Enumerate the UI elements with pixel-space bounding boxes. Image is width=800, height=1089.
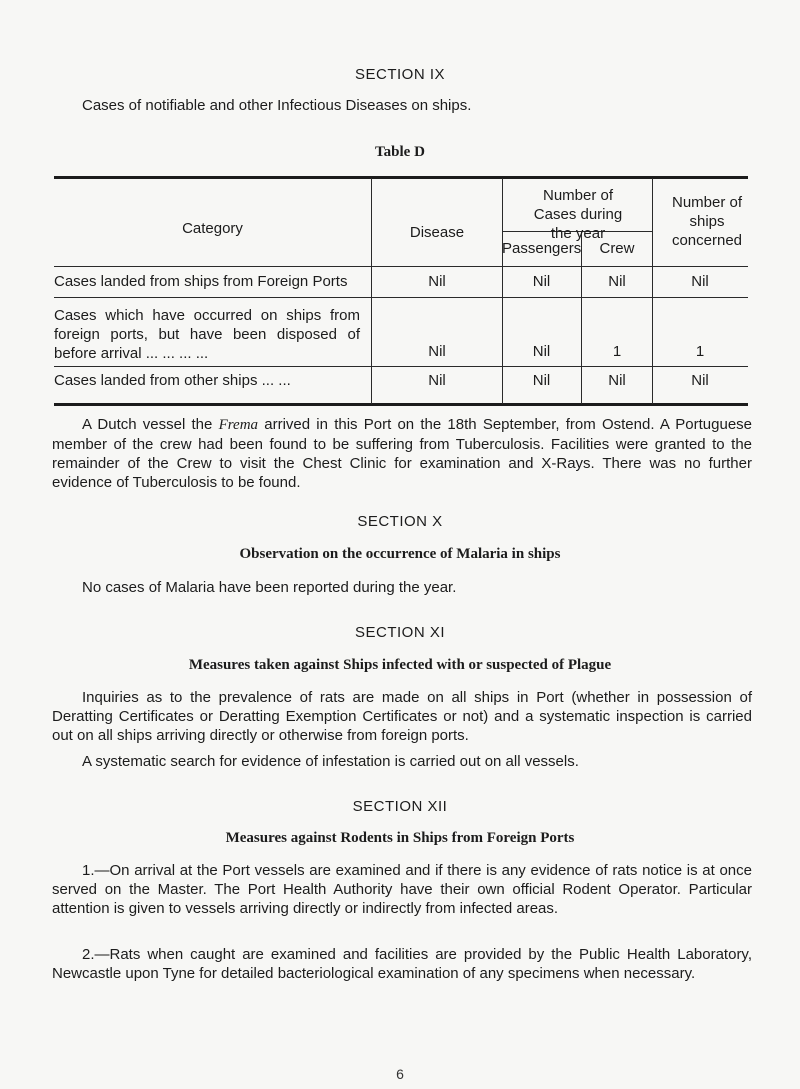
row1-ships: Nil [691,273,709,290]
header-disease: Disease [409,224,465,241]
header-ships-concerned: Number of ships concerned [671,194,743,249]
row2-ships: 1 [695,343,705,360]
table-d [54,176,748,406]
row2-passengers: Nil [532,343,551,360]
col-divider-disease [371,178,372,404]
section-x-subheading: Observation on the occurrence of Malaria in ships [239,546,561,562]
row1-passengers: Nil [532,273,551,290]
col-divider-ships [652,178,653,404]
row3-disease: Nil [428,372,446,389]
section-xii-heading: SECTION XII [352,798,448,815]
table-title: Table D [375,144,425,160]
row3-ships: Nil [691,372,709,389]
row2-bottom-rule [54,366,748,367]
row1-disease: Nil [428,273,446,290]
section-xii-subheading: Measures against Rodents in Ships from Foreign Ports [225,830,575,846]
table-top-rule [54,176,748,179]
section-x-text: No cases of Malaria have been reported during the year. [82,579,457,596]
section-xii-para2: 2.—Rats when caught are examined and facilities are provided by the Public Health Laboratory, Newcastle upon Tyne for detailed bacteriological examination of any specimens when necessary. [52,946,752,982]
section-xi-heading: SECTION XI [354,624,445,641]
section-xi-para1: Inquiries as to the prevalence of rats are made on all ships in Port (whether in possession of Deratting Certificates or Deratting Exemption Certificates or not) and a systematic inspection is carried out on all ships arriving directly or otherwise from foreign ports. [52,689,752,744]
frema-note-post: arrived in this Port on the 18th September, from Ostend. A Portuguese member of the crew had been found to be suffering from Tuberculosis. Facilities were granted to the remainder of the Crew to visit the Chest Clinic for examination and X-Rays. There was no further evidence of Tuberculosis to be found. [52,416,753,491]
row1-bottom-rule [54,297,748,298]
section-ix-intro-text: Cases of notifiable and other Infectious Diseases on ships. [82,97,472,114]
section-xi-subheading: Measures taken against Ships infected with or suspected of Plague [188,657,612,673]
section-ix-heading: SECTION IX [354,66,445,83]
header-category: Category [182,220,243,237]
col-divider-cases [502,178,503,404]
frema-note [52,415,752,492]
row1-category: Cases landed from ships from Foreign Ports [54,273,348,290]
row3-passengers: Nil [532,372,551,389]
section-xi-para2: A systematic search for evidence of infestation is carried out on all vessels. [82,753,579,770]
row3-crew: Nil [608,372,626,389]
row2-crew: 1 [612,343,622,360]
ship-name-frema: Frema [218,417,259,433]
header-crew: Crew [599,240,635,257]
frema-note-pre: A Dutch vessel the [82,416,219,433]
section-xii-para1: 1.—On arrival at the Port vessels are examined and if there is any evidence of rats notice is at once served on the Master. The Port Health Authority have their own official Rodent Operator. Particular attention is given to vessels arriving directly or indirectly from infected areas. [52,862,752,917]
section-x-heading: SECTION X [357,513,443,530]
row1-crew: Nil [608,273,626,290]
header-bottom-rule [54,266,748,267]
header-passengers: Passengers [502,240,582,257]
section-ix-intro [52,96,752,115]
page-number: 6 [396,1066,404,1082]
row2-disease: Nil [428,343,446,360]
header-number-of-cases: Number of Cases during the year [533,187,623,242]
row3-category: Cases landed from other ships ... ... [54,372,291,389]
row2-category: Cases which have occurred on ships from foreign ports, but have been disposed of before arrival ... ... ... ... [54,307,360,362]
table-bottom-rule [54,403,748,406]
